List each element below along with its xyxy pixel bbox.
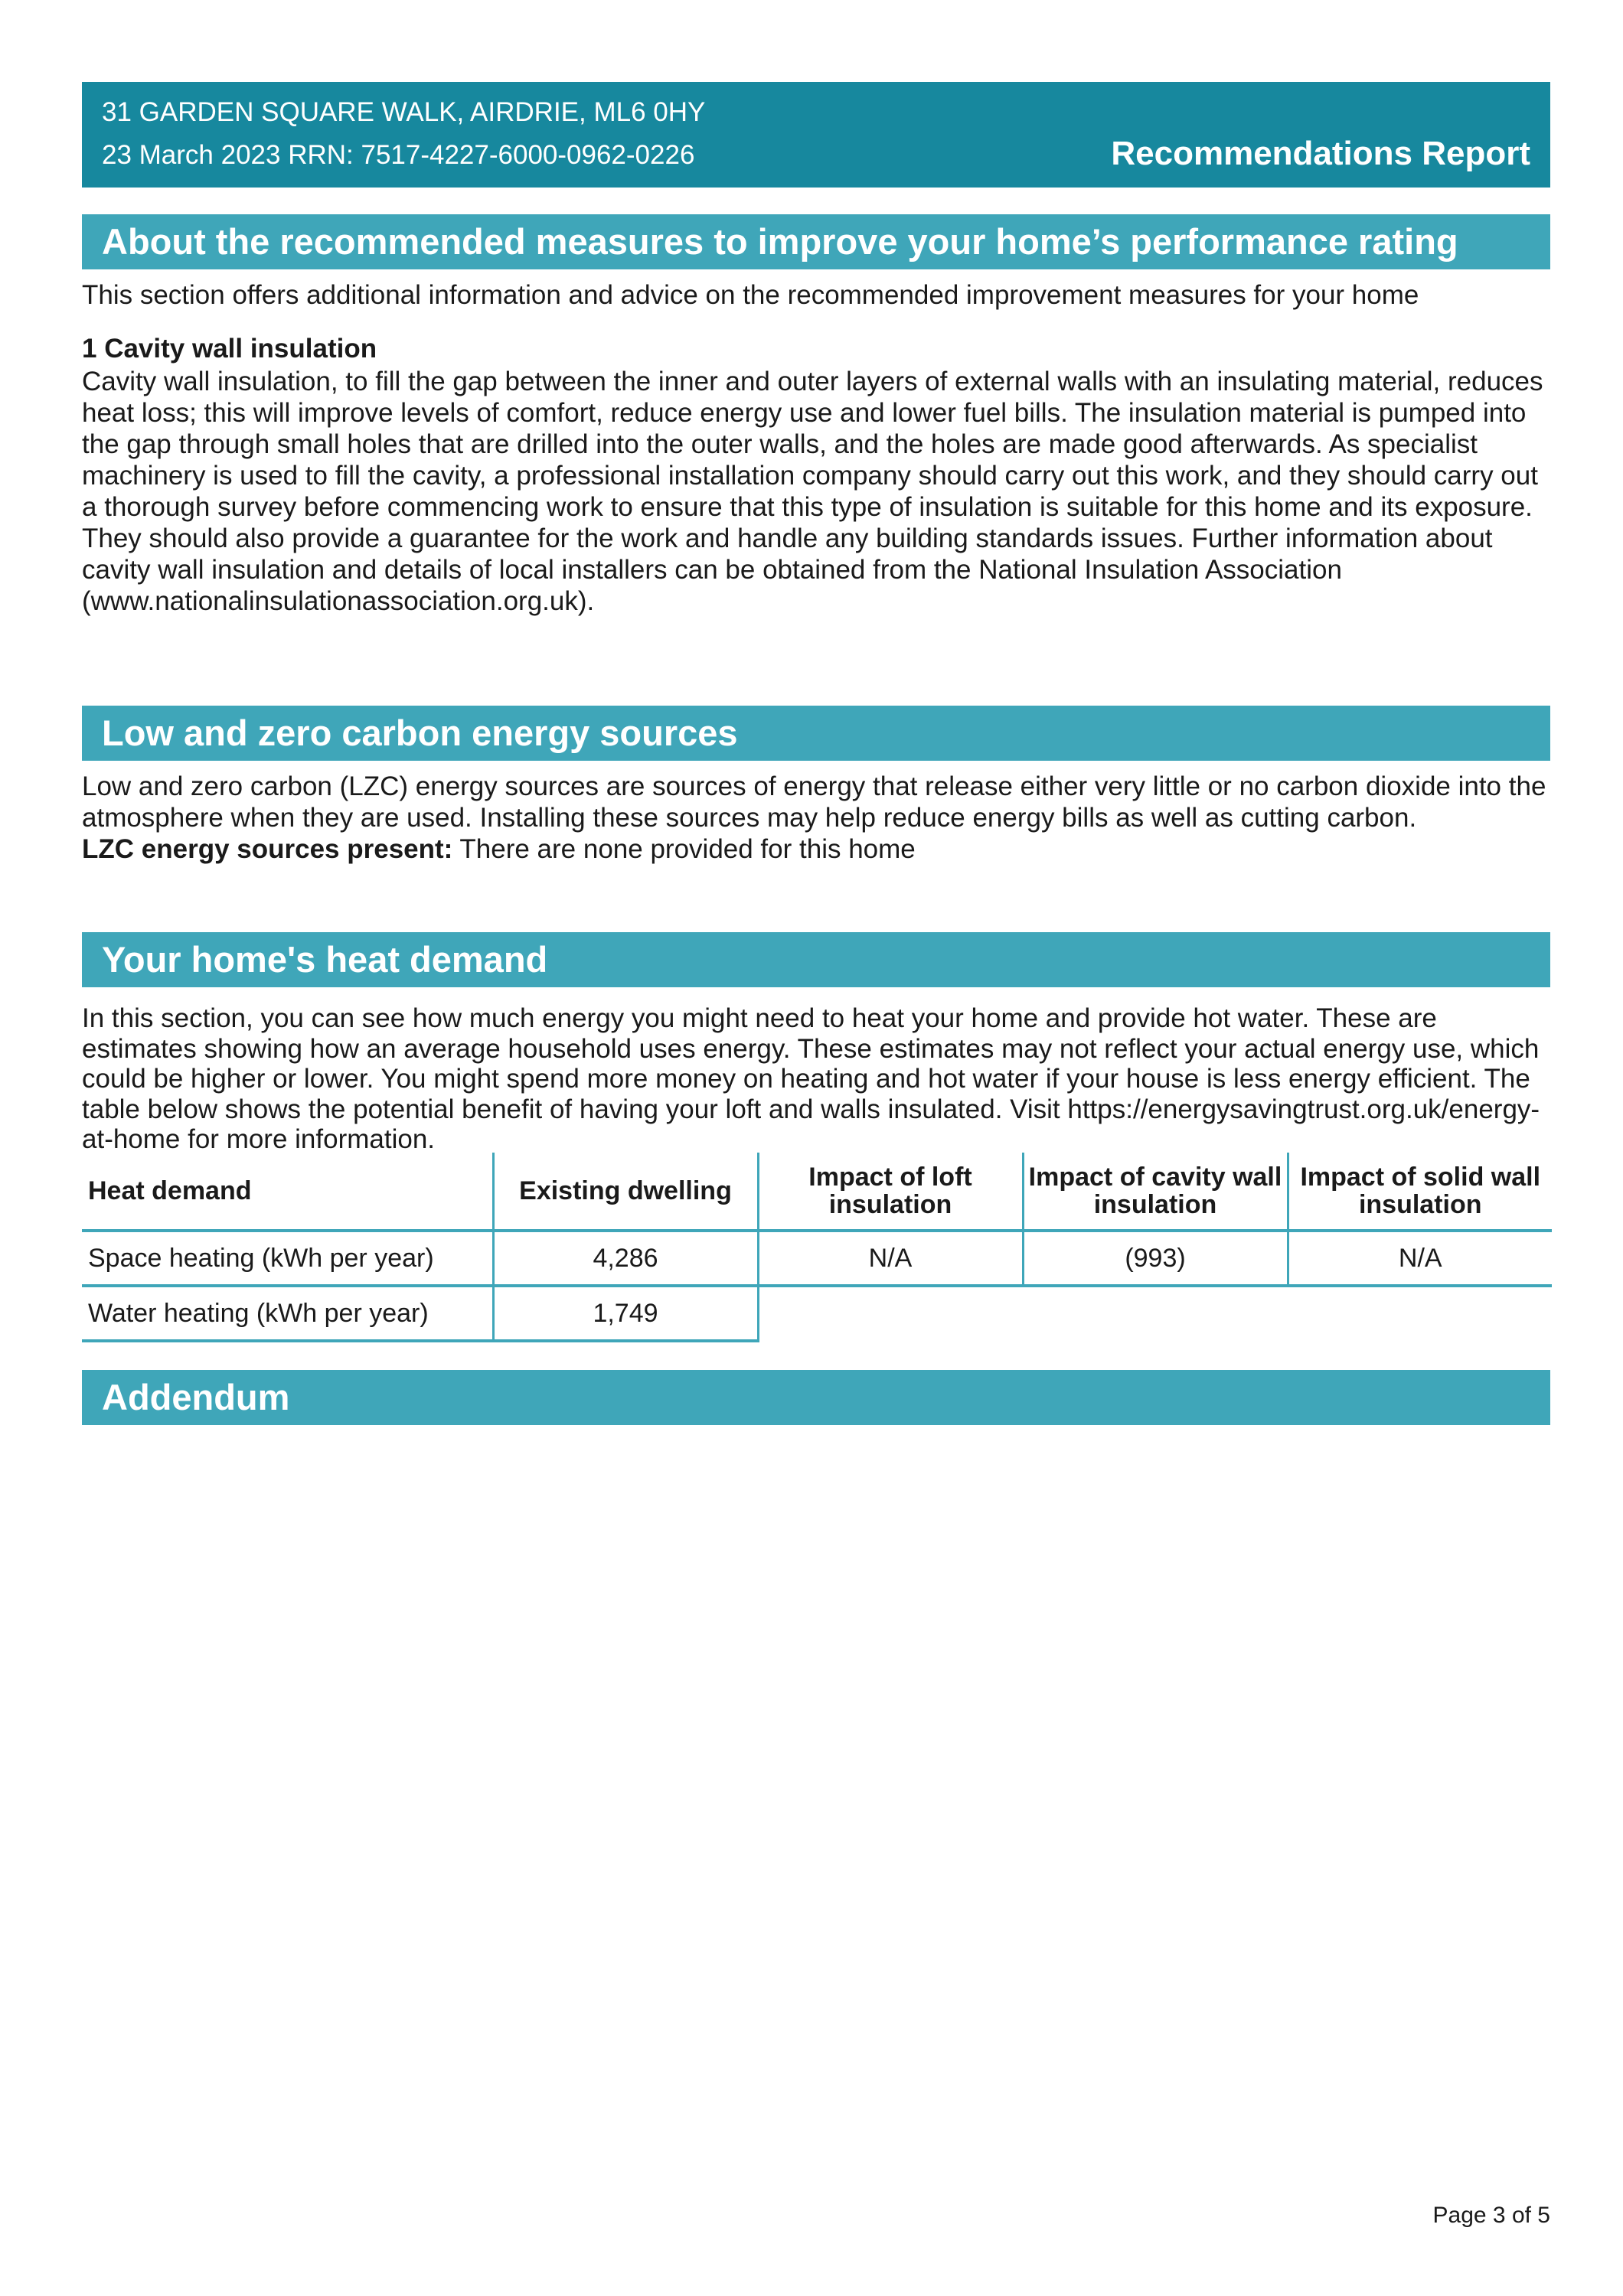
property-address: 31 GARDEN SQUARE WALK, AIRDRIE, ML6 0HY: [102, 97, 706, 127]
heat-demand-table: [82, 1153, 1552, 1342]
measures-intro: [82, 279, 1550, 311]
table-cell: (993): [1023, 1231, 1288, 1286]
table-cell-empty: [1023, 1286, 1288, 1341]
lzc-present-value: There are none provided for this home: [452, 834, 916, 864]
measures-intro-text: This section offers additional information and advice on the recommended improvement measures for your home: [82, 280, 1419, 310]
table-cell: Space heating (kWh per year): [82, 1231, 493, 1286]
section-title-heat-demand: Your home's heat demand: [82, 932, 1550, 987]
table-header-row: [82, 1153, 1552, 1231]
lzc-present: [82, 833, 1550, 865]
table-header-cell: Impact of loft insulation: [758, 1153, 1023, 1231]
heat-demand-intro: [82, 1003, 1550, 1155]
table-row: [82, 1231, 1552, 1286]
table-cell: 4,286: [493, 1231, 758, 1286]
table-cell: 1,749: [493, 1286, 758, 1341]
table-row: [82, 1286, 1552, 1341]
section-title-addendum: Addendum: [82, 1370, 1550, 1425]
report-header: [82, 82, 1550, 188]
table-header-cell: Impact of solid wall insulation: [1288, 1153, 1552, 1231]
table-cell-empty: [758, 1286, 1023, 1341]
table-header-cell: Existing dwelling: [493, 1153, 758, 1231]
date-rrn: 23 March 2023 RRN: 7517-4227-6000-0962-0226: [102, 140, 695, 170]
measure-item-body: Cavity wall insulation, to fill the gap between the inner and outer layers of external walls with an insulating material, reduces heat loss; this will improve levels of comfort, reduce energy use and lower fuel bills. The insulation material is pumped into the gap through small holes that are drilled into the outer walls, and the holes are made good afterwards. As specialist machinery is used to fill the cavity, a professional installation company should carry out this work, and they should carry out a thorough survey before commencing work to ensure that this type of insulation is suitable for this home and its exposure. They should also provide a guarantee for the work and handle any building standards issues. Further information about cavity wall insulation and details of local installers can be obtained from the National Insulation Association (www.nationalinsulationassociation.org.uk).: [82, 367, 1543, 616]
measure-item-heading: 1 Cavity wall insulation: [82, 334, 377, 364]
section-title-measures: About the recommended measures to improve your home’s performance rating: [82, 214, 1550, 269]
table-cell: N/A: [758, 1231, 1023, 1286]
table-cell-empty: [1288, 1286, 1552, 1341]
heat-demand-body: In this section, you can see how much energy you might need to heat your home and provide hot water. These are estimates showing how an average household uses energy. These estimates may not reflect your actual energy use, which could be higher or lower. You might spend more money on heating and hot water if your house is less energy efficient. The table below shows the potential benefit of having your loft and walls insulated. Visit https://energysavingtrust.org.uk/energy-at-home for more information.: [82, 1003, 1540, 1154]
table-header-cell: Heat demand: [82, 1153, 493, 1231]
section-title-lzc: Low and zero carbon energy sources: [82, 706, 1550, 761]
lzc-body: Low and zero carbon (LZC) energy sources are sources of energy that release either very little or no carbon dioxide into the atmosphere when they are used. Installing these sources may help reduce energy bills as well as cutting carbon.: [82, 771, 1546, 833]
lzc-present-label: LZC energy sources present:: [82, 834, 453, 864]
page-number: Page 3 of 5: [1432, 2203, 1550, 2228]
lzc-section: [82, 771, 1550, 865]
table-cell: Water heating (kWh per year): [82, 1286, 493, 1341]
measure-item-cavity-wall: [82, 333, 1550, 617]
report-title: Recommendations Report: [1111, 135, 1530, 172]
table-cell: N/A: [1288, 1231, 1552, 1286]
table-header-cell: Impact of cavity wall insulation: [1023, 1153, 1288, 1231]
address-block: [102, 91, 705, 177]
